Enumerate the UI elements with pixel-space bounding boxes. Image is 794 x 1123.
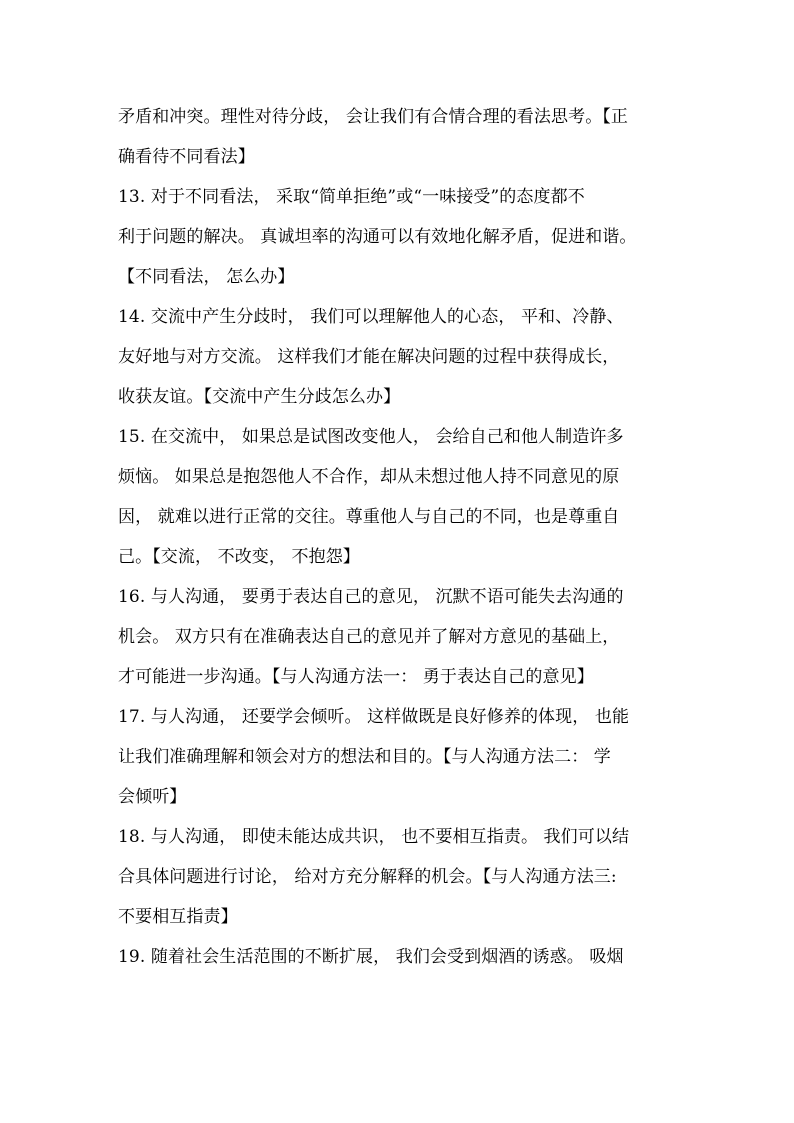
text-line: 因， 就难以进行正常的交往。尊重他人与自己的不同，也是尊重自 [118, 507, 620, 527]
text-line: 15. 在交流中， 如果总是试图改变他人， 会给自己和他人制造许多 [118, 427, 624, 447]
text-line: 13. 对于不同看法， 采取“简单拒绝”或“一味接受”的态度都不 [118, 187, 585, 207]
document-body [118, 97, 678, 977]
text-line: 利于问题的解决。 真诚坦率的沟通可以有效地化解矛盾，促进和谐。 [118, 227, 637, 247]
text-line: 己。【交流， 不改变， 不抱怨】 [118, 547, 360, 567]
text-line: 让我们准确理解和领会对方的想法和目的。【与人沟通方法二： 学 [118, 747, 611, 767]
text-line: 17. 与人沟通， 还要学会倾听。 这样做既是良好修养的体现， 也能 [118, 707, 630, 727]
text-line: 友好地与对方交流。 这样我们才能在解决问题的过程中获得成长， [118, 347, 620, 367]
text-line: 烦恼。 如果总是抱怨他人不合作，却从未想过他人持不同意见的原 [118, 467, 620, 487]
text-line: 确看待不同看法】 [118, 147, 255, 167]
text-line: 16. 与人沟通， 要勇于表达自己的意见， 沉默不语可能失去沟通的 [118, 587, 624, 607]
text-line: 19. 随着社会生活范围的不断扩展， 我们会受到烟酒的诱惑。 吸烟 [118, 947, 624, 967]
text-line: 【不同看法， 怎么办】 [118, 267, 295, 287]
text-line: 收获友谊。【交流中产生分歧怎么办】 [118, 387, 401, 407]
text-line: 才可能进一步沟通。【与人沟通方法一： 勇于表达自己的意见】 [118, 667, 594, 687]
text-line: 会倾听】 [118, 787, 187, 807]
text-line: 机会。 双方只有在准确表达自己的意见并了解对方意见的基础上， [118, 627, 620, 647]
text-line: 合具体问题进行讨论， 给对方充分解释的机会。【与人沟通方法三: [118, 867, 617, 887]
text-line: 不要相互指责】 [118, 907, 238, 927]
text-line: 矛盾和冲突。理性对待分歧， 会让我们有合情合理的看法思考。【正 [118, 107, 629, 127]
text-line: 18. 与人沟通， 即使未能达成共识， 也不要相互指责。 我们可以结 [118, 827, 630, 847]
text-line: 14. 交流中产生分歧时， 我们可以理解他人的心态， 平和、冷静、 [118, 307, 624, 327]
